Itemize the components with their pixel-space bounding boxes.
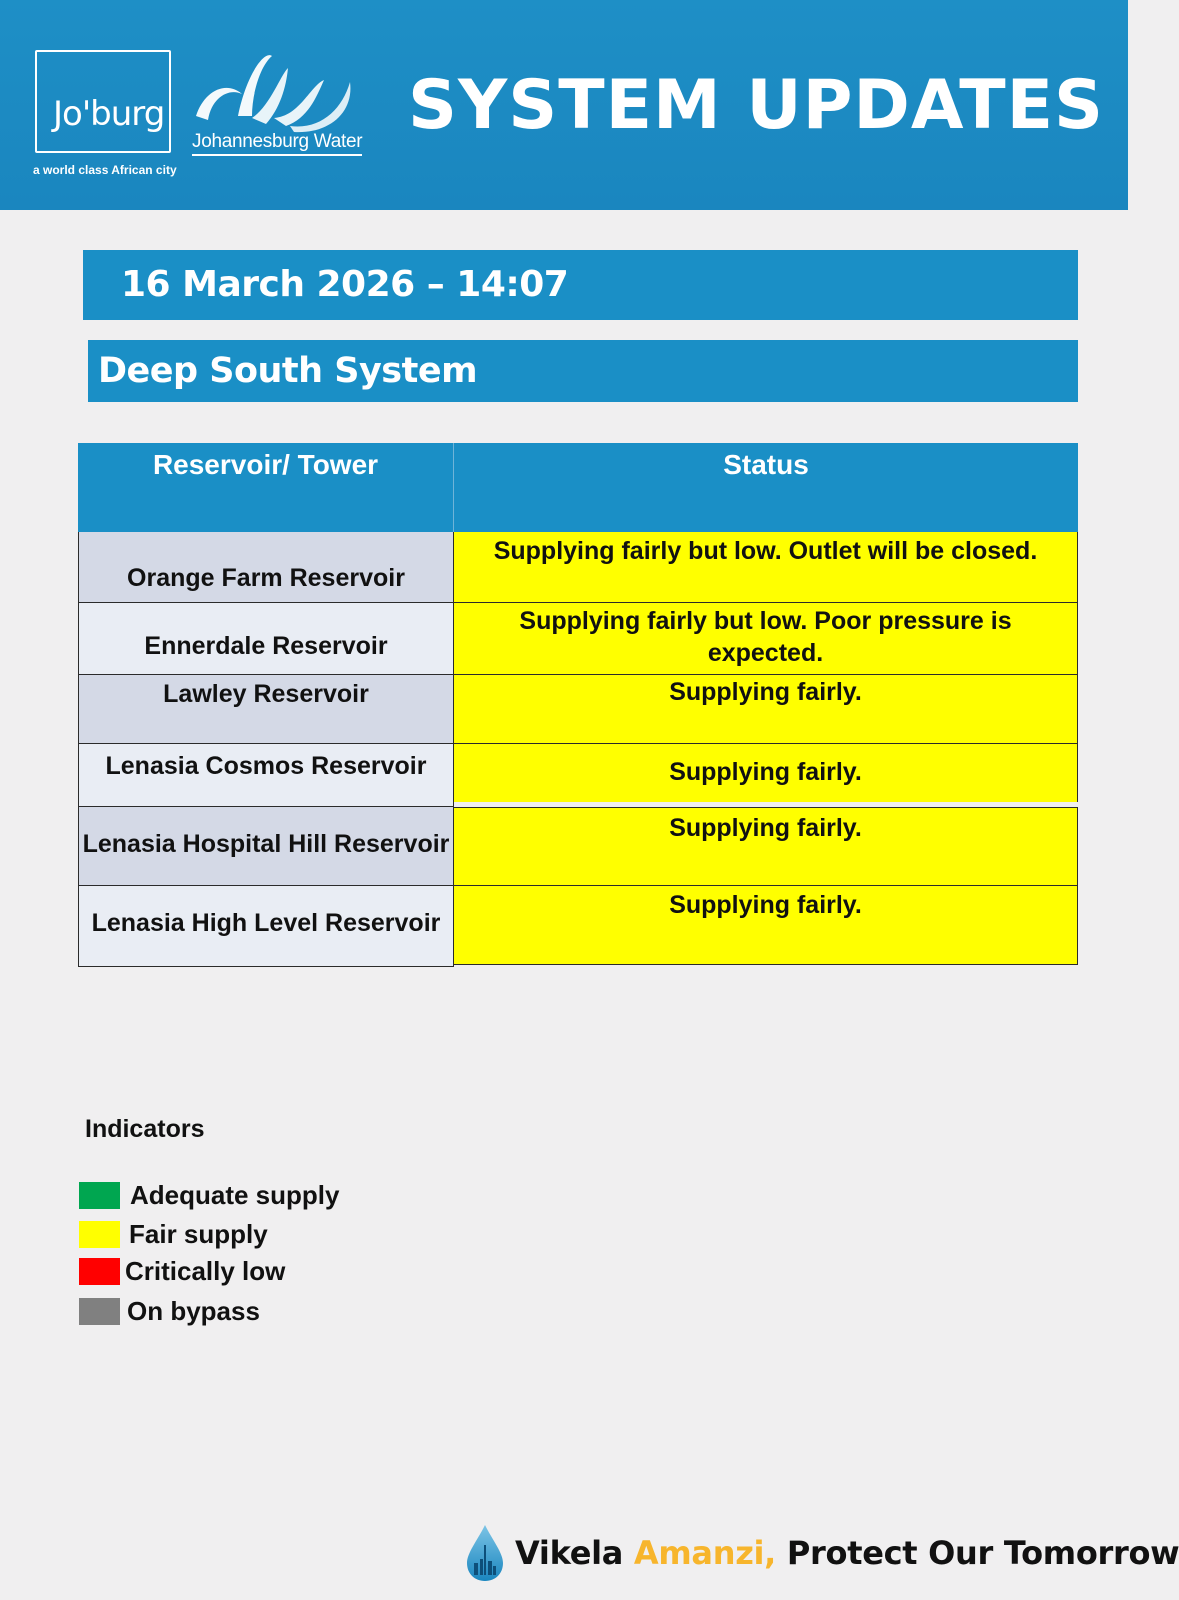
reservoir-cell: Lawley Reservoir <box>78 675 454 744</box>
status-cell: Supplying fairly. <box>454 886 1078 965</box>
column-header-reservoir: Reservoir/ Tower <box>78 443 454 532</box>
reservoir-cell: Lenasia Hospital Hill Reservoir <box>78 807 454 886</box>
legend-label: On bypass <box>127 1296 260 1326</box>
reservoir-cell: Orange Farm Reservoir <box>78 532 454 603</box>
yellow-swatch-icon <box>79 1221 120 1248</box>
reservoir-status-table <box>78 443 1078 967</box>
footer-text <box>515 1534 1179 1572</box>
legend-item-adequate <box>79 1180 339 1211</box>
status-cell: Supplying fairly. <box>454 675 1078 744</box>
gray-swatch-icon <box>79 1298 120 1325</box>
footer-slogan <box>463 1523 1179 1583</box>
status-cell: Supplying fairly but low. Outlet will be closed. <box>454 532 1078 603</box>
page-title: SYSTEM UPDATES <box>408 66 1105 145</box>
header-banner <box>0 0 1128 210</box>
johannesburg-water-logo-text: Johannesburg Water <box>192 131 362 156</box>
footer-text-part3: Protect Our Tomorrow <box>776 1534 1179 1572</box>
legend-item-fair <box>79 1219 268 1250</box>
legend-label: Fair supply <box>129 1219 268 1249</box>
legend-label: Critically low <box>125 1256 286 1286</box>
status-cell: Supplying fairly. <box>454 807 1078 886</box>
reservoir-cell: Lenasia High Level Reservoir <box>78 886 454 967</box>
table-row <box>78 807 1078 886</box>
legend-label: Adequate supply <box>130 1180 340 1210</box>
column-header-status: Status <box>723 449 809 480</box>
table-row <box>78 675 1078 744</box>
footer-text-part1: Vikela <box>515 1534 634 1572</box>
joburg-logo <box>35 50 171 153</box>
joburg-logo-text: Jo'burg <box>53 94 165 134</box>
status-cell: Supplying fairly but low. Poor pressure is expected. <box>454 603 1078 675</box>
green-swatch-icon <box>79 1182 120 1209</box>
indicators-title: Indicators <box>85 1115 205 1143</box>
table-row <box>78 532 1078 603</box>
reservoir-cell: Ennerdale Reservoir <box>78 603 454 675</box>
system-name-bar: Deep South System <box>88 340 1078 402</box>
table-row <box>78 886 1078 967</box>
red-swatch-icon <box>79 1258 120 1285</box>
date-time-bar: 16 March 2026 – 14:07 <box>83 250 1078 320</box>
footer-text-accent: Amanzi, <box>633 1534 777 1572</box>
table-row <box>78 603 1078 675</box>
legend-item-critical <box>79 1256 285 1287</box>
water-drop-icon <box>463 1523 507 1583</box>
joburg-tagline: a world class African city <box>33 163 177 177</box>
legend-item-bypass <box>79 1296 260 1327</box>
table-row <box>78 744 1078 807</box>
table-header-row <box>78 443 1078 532</box>
reservoir-cell: Lenasia Cosmos Reservoir <box>78 744 454 807</box>
status-cell: Supplying fairly. <box>454 744 1078 802</box>
